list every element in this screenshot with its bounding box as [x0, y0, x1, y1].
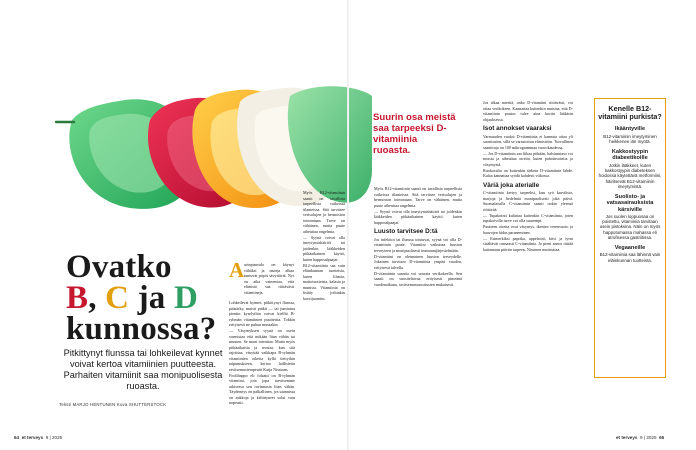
sidebar-title: Kenelle B12-vitamiini purkista?: [598, 104, 662, 122]
title-comma: ,: [88, 280, 106, 316]
paragraph: Ruokavalio on kuitenkin tärkein D-vitamiinin lähde. Kalaa kannattaa syödä kahdesti viikossa.: [483, 167, 573, 178]
title-line-1: Ovatko: [66, 249, 172, 285]
paragraph: D-vitamiinin saantia voi seurata verikokeella. Sen saanti on suositeltavaa erityisesti pimeänä vuodenaikana, ravitsemussuositusten mukaisesti.: [374, 270, 462, 287]
article-credits: Teksti MARJO HENTUNEN Kuva SHUTTERSTOCK: [59, 402, 167, 407]
sidebar-text: B12-vitamiinia saa lähinnä vain eläinkunnan tuotteista.: [599, 252, 661, 263]
title-letter-c: C: [105, 280, 130, 316]
sidebar-box: [594, 98, 666, 378]
subheading-isot-annokset: Isot annokset vaaraksi: [483, 125, 552, 132]
subheading-varia: Väriä joka aterialle: [483, 181, 540, 189]
paragraph: — Esimerkiksi paprika, appelsiini, kiivi ja tyrni sisältävät runsaasti C-vitamiinia. Jo pieni annos riittää kattamaan päivän tarpeen, Nissinen muistuttaa.: [483, 235, 573, 252]
magazine-name-right: et terveys: [616, 435, 638, 440]
paragraph: B12-vitamiinia saa vain eläinkunnan tuotteista, kuten lihasta, maitotuotteista, kalasta ja munista. Vitamiinia on lisätty joihinkin kasvijuomiin.: [303, 262, 345, 301]
title-ja: ja: [129, 280, 174, 316]
body-column-3: [374, 186, 462, 288]
sidebar-text: B12-vitamiinin imeytyminen heikkenee iän myötä.: [603, 133, 657, 144]
issue-left: 9 | 2025: [45, 435, 63, 440]
sidebar-heading: Kakkostyypin diabeetikoille: [611, 149, 649, 162]
paragraph: — Tupakointi kuluttaa kuitenkin C-vitamiinia, joten tupakoivilla tarve voi olla suurempi.: [483, 212, 573, 223]
issue-right: 9 | 2025: [640, 435, 657, 440]
paragraph: — Väsymyksen syynä on usein varmistaa että mikään liian vähän tai muuten. Se moni toteuttaa. Mutta myös pitkäaikaista ja teoriaa, kun sitä rajoittaa, väsyttää vaikkapa B-ryhmän vitamiinien oikeita kyllä tiettyihin taipumukseen, kertoo laillistettu ravitsemusterapeutti Katja Nissinen.: [229, 328, 295, 372]
sidebar-heading: Ikääntyville: [614, 126, 646, 133]
paragraph: — Syynä voivat olla imeytymishäiriöt tai joidenkin lääkkeiden pitkäaikainen käyttö, kuten happosalpaajat.: [303, 234, 345, 262]
title-letter-d: D: [173, 280, 199, 316]
magazine-name-left: et terveys: [21, 435, 44, 440]
article-title: [66, 249, 217, 347]
paragraph: — Jos D-vitamiinin saa liikaa pitkään, kalsiumtaso voi nousta ja aiheuttaa oireita, kuten pahoinvointia ja väsymystä.: [483, 150, 573, 167]
paragraph: Myös B12-vitamiinin saanti on tavallista tarpeellista vaikeissa tilanteissa. Sitä tarvitsee verisolujen ja hermoston toimintaan. Tarve on vähäinen, mutta puute aiheuttaa ongelmia.: [303, 190, 345, 234]
paragraph: Foolihappo eli folaatti on B-ryhmän vitamiini, jota jopa tarvitsemme arkisessa sen ravinnosta liian vähän. Täydennys on palkallinen, jos saannissa on aukkoja ja kehittyneet solut vain nopeasti.: [229, 372, 295, 405]
drop-cap: A: [229, 258, 245, 282]
body-column-1b: [229, 300, 295, 406]
body-column-1: [244, 262, 294, 296]
page-number-left: 64: [14, 435, 20, 440]
paragraph: C-vitamiinia kertyy tarpeeksi, kun syö kasviksia, marjoja ja hedelmiä monipuolisesti joka päivä. Suomalaisilla C-vitamiinin saanti onkin yleensä riittävää.: [483, 190, 573, 212]
title-line-2: [66, 280, 216, 316]
paragraph: Puutteen oireita ovat väsymys, ikenien verenvuoto ja haavojen hidas paraneminen.: [483, 224, 573, 235]
paragraph: urinpimvalo on käynyt vähäksi ja tauteja alkaa tuntuvat pöpöt sävyttävät. Nyt on aika vaimestaa, että elimistö saa riittävästi vitamiineja.: [244, 262, 294, 295]
subheading-luusto: Luusto tarvitsee D:tä: [374, 228, 438, 235]
sidebar-heading: Vegaaneille: [614, 245, 646, 252]
article-lead: Pitkittynyt flunssa tai lohkeilevat kynnet voivat kertoa vitamiinien puutteesta. Parhaiten vitamiinit saa monipuolisesta ruoasta.: [63, 348, 223, 391]
sidebar-heading: Suolisto- ja vatsasairauksista kärsiville: [606, 194, 654, 213]
body-column-2: [303, 190, 345, 302]
paragraph: D-vitamiini on olennainen luuston terveydelle. Jokainen tarvitsee D-vitamiinia ympäri vuoden, erityisesti talvella.: [374, 253, 462, 270]
page-number-right: 65: [659, 435, 665, 440]
title-line-3: kunnossa?: [66, 311, 217, 347]
paragraph: Myös B12-vitamiinin saanti on tavallista tarpeellista vaikeissa tilanteissa. Sitä tarvitsee verisolujen ja hermoston toimintaan. Tarve on vähäinen, mutta puute aiheuttaa ongelmia.: [374, 186, 462, 208]
footer-left: [14, 435, 62, 440]
pull-quote: Suurin osa meistä saa tarpeeksi D-vitamiinia ruoasta.: [373, 112, 456, 156]
body-column-4: [483, 100, 573, 253]
paragraph: — Syynä voivat olla imeytymishäiriöt tai joidenkin lääkkeiden pitkäaikainen käyttö, kuten happosalpaajat.: [374, 208, 462, 225]
paragraph: Jos infektiot tai flunssa toistuvat, syynä voi olla D-vitamiinin puute. Vitamiini vaikuttaa luuston terveyteen ja monipuolisesti immuunijärjestelmään.: [374, 236, 462, 253]
footer-right: [616, 435, 664, 440]
paragraph: Varmuuden vuoksi D-vitamiinia ei kannata ottaa yli suositusten, sillä se varastoituu elimistöön. Turvallinen saantiraja on 100 mikrogrammaa vuorokaudessa.: [483, 133, 573, 150]
sidebar-text: Jotkin lääkkeet, kuten kakkostyypin diabeteksen hoidossa käytettävä metformiini, häiritsevät B12-vitamiinin imeytymistä.: [598, 162, 662, 189]
page-fold: [347, 0, 349, 450]
title-letter-b: B: [66, 280, 89, 316]
sidebar-text: Jos suolen loppuosaa on poistettu, vitamiinia tarvitaan usein pistoksina. Näin on myös happotomassa mahassa eli atrofisessa gastriitissa.: [599, 213, 661, 240]
paragraph: Jos alkaa miettiä, onko D-vitamiini riittävästi, voi ottaa verikokeen. Kannattaa kuitenkin muistaa, että D-vitamiinin puutos tulee aina kortin lääkärin ohjauksessa.: [483, 100, 573, 122]
paragraph: Lohkeilevat kynnet, pitkittynyt flunssa, pääsärky, muisti pätkii — tai jumiutuu pieniin kyselyihin voivat kielliä B-ryhmän vitamiinien puutteista. Tokkin erityisesti ne puhuu muutakin.: [229, 300, 295, 327]
